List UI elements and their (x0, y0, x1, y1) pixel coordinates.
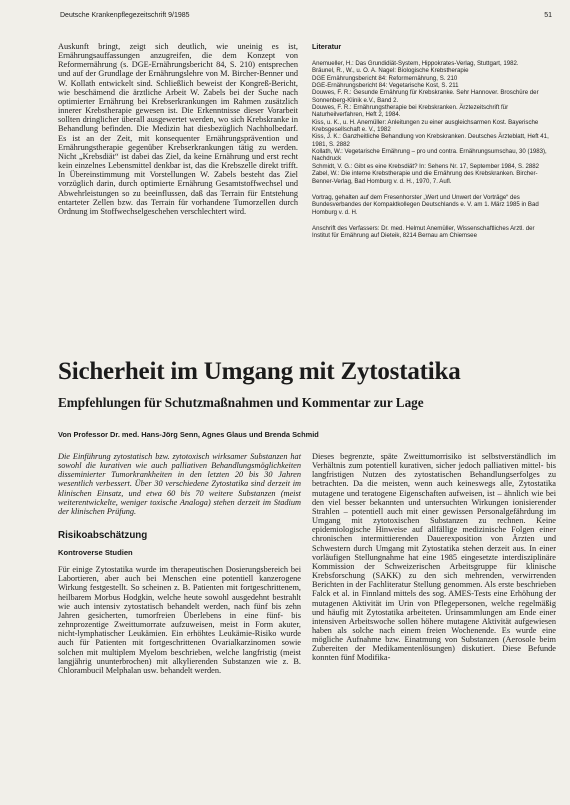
literature-entry: Kiss, u. K., u. H. Anemüller: Anleitungen zu einer ausgleichsarmen Kost. Bayerische Krebsgesellschaft e. V., 1982 (312, 118, 539, 134)
literature-entry: Zabel, W.: Die interne Krebstherapie und die Ernährung des Krebskranken. Bircher-Benner-Verlag, Bad Homburg v. d. H., 1970, 7. Aufl. (312, 170, 538, 185)
article-title: Sicherheit im Umgang mit Zytostatika (58, 358, 461, 385)
literature-entry: DGE Ernährungsbericht 84: Reformernährung, S. 210 (312, 74, 458, 82)
literature-entry: Anemueller, H.: Das Grundidiät-System, Hippokrates-Verlag, Stuttgart, 1982. (312, 60, 519, 67)
literature-entry: Schmidt, V. G.: Gibt es eine Krebsdiät? In: Sehens Nr. 17, September 1984, S. 2882 (312, 162, 540, 170)
article-right-column (312, 452, 556, 663)
subsection-heading: Kontroverse Studien (58, 548, 133, 558)
conclusion-text: Auskunft bringt, zeigt sich deutlich, wie uneinig es ist, Ernährungsauffassungen anzugreifen, die dem Konzept von Reformernährung (s. DGE-Ernährungsbericht 84, S. 210) entsprechen und auf der Grundlage der Ernährungslehre von M. Bircher-Benner und W. Kollath entwickelt sind. Schließlich beweist der Kongreß-Bericht, wie beschämend die ärztliche Arbeit W. Zabels bei der Suche nach optimierter Ernährung bei Krebserkrankungen im Rahmen zusätzlich innerer Krebstherapie gewesen ist. Die Erkenntnisse dieser Vorarbeit sollten dringlicher überall ausgewertet werden, wo sich Krebskranke in Behandlung befinden. Die Medizin hat diesbezüglich Nachholbedarf. Es ist an der Zeit, mit konsequenter Ernährungsprävention und Ernährungstherapie gegenüber Krebserkrankungen tätig zu werden. Nicht „Krebsdiät“ ist dabei das Ziel, da keine Ernährung und erst recht kein einzelnes Lebensmittel denkbar ist, das die Krebszelle direkt trifft. In Übereinstimmung mit Vorstellungen W. Zabels besteht das Ziel vorzüglich darin, durch optimierte Ernährung Gesamtstoffwechsel und Abwehrleistungen so zu beeinflussen, daß das Terrain für Entstehung entarteter Zellen bzw. das Terrain für vorhandene Tumorzellen durch Ordnung im Stoffwechselgeschehen verschlechtert wird. (58, 42, 298, 216)
literature-entry: DGE-Ernährungsbericht 84: Vegetarische Kost, S. 211 (312, 82, 459, 90)
literature-column (312, 42, 554, 240)
article-body-left: Für einige Zytostatika wurde im therapeutischen Dosierungsbereich bei Labortieren, aber auch bei Menschen eine potentiell kanzerogene Wirkung festgestellt. So scheinen z. B. Patienten mit fortgeschrittenem, heilbarem Morbus Hodgkin, welche heute sowohl ausgedehnt bestrahlt wie auch intensiv zytostatisch behandelt werden, nach fünf bis zehn Jahren gesicherten, tumorfreien Überlebens in eine fünf- bis zehnprozentige Zweittumorrate aufzuweisen, meist in Form akuter, nicht-lymphatischer Leukämien. Ein erhöhtes Leukämie-Risiko wurde auch für Patienten mit fortgeschrittenen Ovarialkarzinomen sowie solchen mit multiplem Myelom beschrieben, welche langfristig (meist langjährig ununterbrochen) mit alkylierenden Substanzen wie z. B. Chlorambucil Melphalan usw. behandelt werden. (58, 565, 301, 675)
author-address: Anschrift des Verfassers: Dr. med. Helmut Anemüller, Wissenschaftliches Arztl. der Institut für Ernährung auf Dieteik, 8214 Bernau am Chiemsee (312, 224, 535, 240)
literature-list (312, 60, 554, 185)
running-head: Deutsche Krankenpflegezeitschrift 9/1985 (60, 12, 190, 19)
page-number: 51 (544, 12, 552, 19)
section-heading: Risikoabschätzung (58, 530, 148, 542)
literature-entry: Kollath, W.: Vegetarische Ernährung – pro und contra. Ernährungsumschau, 30 (1983), Nachdruck (312, 148, 547, 163)
previous-article-conclusion (58, 42, 298, 216)
lecture-note: Vortrag, gehalten auf dem Fresenhorster „Wert und Unwert der Vorträge“ des Bundesverbandes der Kompaktkollegen Deutschlands e. V. am 1. März 1985 in Bad Homburg v. d. H. (312, 193, 539, 216)
literature-heading: Literatur (312, 42, 342, 51)
article-subtitle: Empfehlungen für Schutzmaßnahmen und Kommentar zur Lage (58, 395, 424, 410)
article-left-column (58, 452, 301, 675)
literature-entry: Douwes, F. R.: Ernährungstherapie bei Krebskranken. Ärztezeitschrift für Naturheilverfahren, Heft 2, 1984. (312, 104, 509, 119)
literature-entry: Douwes, F. R.: Gesunde Ernährung für Krebskranke. Sehr Hannover. Broschüre der Sonnenberg-Klinik e.V., Band 2. (312, 89, 539, 104)
article-authors: Von Professor Dr. med. Hans-Jörg Senn, Agnes Glaus und Brenda Schmid (58, 430, 319, 439)
literature-entry: Kiss, J. K.: Ganzheitliche Behandlung von Krebskranken. Deutsches Ärzteblatt, Heft 41, 1981, S. 2882 (312, 133, 549, 148)
article-body-right: Dieses begrenzte, späte Zweittumorrisiko ist selbstverständlich im Verhältnis zum potentiell kurativen, sicher jedoch palliativen mittel- bis langfristigen Nutzen des zytostatischen Behandlungserfolges zu betrachten. Da die meisten, wenn auch keineswegs alle, Zytostatika mutagene und teratogene Eigenschaften aufweisen, ist – ähnlich wie bei den viel besser bekannten und untersuchten Wirkungen ionisierender Strahlen – potentiell auch mit einer gewissen Personalgefährdung im Umgang mit zytotoxischen Substanzen zu rechnen. Keine epidemiologische Hinweise auf allfällige medizinische Folgen einer chronischen intermittierenden Dauerexposition von Ärzten und Schwestern durch Umgang mit Zytostatika stehen derzeit aus. In einer vorläufigen Stellungnahme hat eine 1985 eingesetzte interdisziplinäre Kommission der Schweizerischen Arbeitsgruppe für klinische Krebsforschung (SAKK) zu den sich mehrenden, verwirrenden Berichten in der Fachliteratur Stellung genommen. Als erste beschrieben Falck et al. in Finnland mittels des sog. AMES-Tests eine Erhöhung der mutagenen Aktivität im Urin von Pflegepersonen, welche regelmäßig und häufig mit Zytostatika arbeiteten. Urinsammlungen am Ende einer intensiven Arbeitswoche sollen höhere mutagene Aktivität aufgewiesen haben als solche nach einem freien Wochenende. Es wurde eine mögliche Aufnahme bzw. Einatmung von Substanzen (Aerosole beim Zubereiten der Medikamentenlösungen) diskutiert. Diese Befunde konnten fünf Modifika- (312, 452, 556, 663)
literature-entry: Bräunel, R., W., u. O. A. Nagel: Biologische Krebstherapie (312, 67, 469, 75)
article-abstract: Die Einführung zytostatisch bzw. zytotoxisch wirksamer Substanzen hat sowohl die kurativen wie auch palliativen Behandlungsmöglichkeiten disseminierter Tumorkrankheiten in den letzten 20 bis 30 Jahren wesentlich verbessert. Über 30 verschiedene Zytostatika sind derzeit im klinischen Einsatz, und etwa 60 bis 70 weitere Substanzen (meist weiterentwickelte, weniger toxische Analoga) stehen derzeit im Stadium der klinischen Prüfung. (58, 452, 301, 516)
